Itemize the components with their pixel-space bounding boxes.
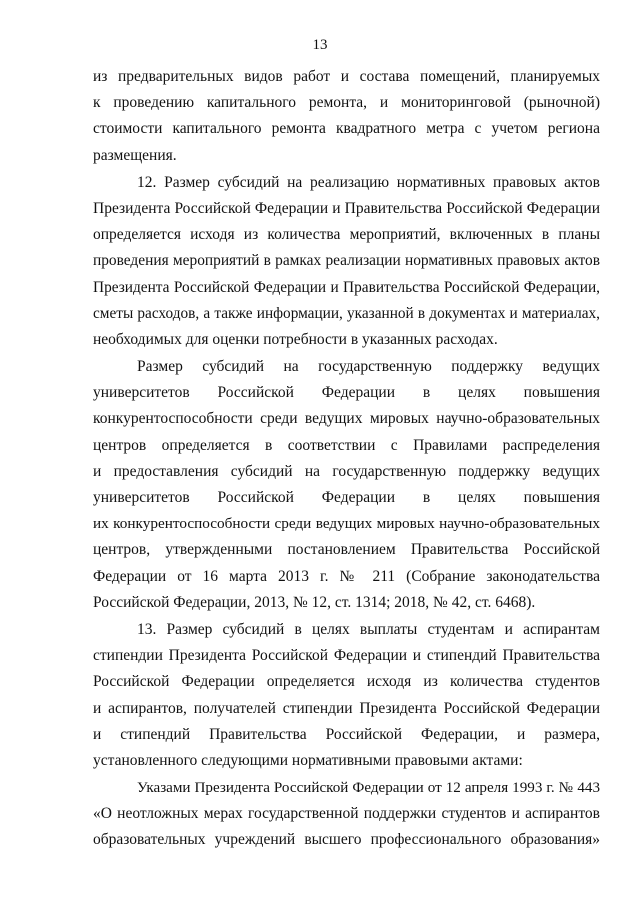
paragraph-12 [93,170,600,353]
paragraph-universities [93,354,600,616]
text-line: стипендии Президента Российской Федерации и стипендий Правительства [93,647,600,665]
text-line: их конкурентоспособности среди ведущих мировых научно-образовательных [93,515,600,533]
text-line: Президента Российской Федерации и Правительства Российской Федерации [93,199,600,217]
text-line: образовательных учреждений высшего профессионального образования» [93,831,600,849]
text-line: определяется исходя из количества мероприятий, включенных в планы [93,226,600,244]
text-line: и предоставления субсидий на государственную поддержку ведущих [93,462,600,480]
text-line: центров определяется в соответствии с Правилами распределения [93,436,600,454]
text-line: конкурентоспособности среди ведущих мировых научно-образовательных [93,410,600,428]
text-line: стоимости капитального ремонта квадратного метра с учетом региона [93,120,600,138]
text-line: и аспирантов, получателей стипендии Президента Российской Федерации [93,699,600,717]
text-line: размещения. [93,146,177,164]
text-line: центров, утвержденными постановлением Правительства Российской [93,541,600,559]
paragraph-1 [93,64,600,169]
text-line: и стипендий Правительства Российской Федерации, и размера, [93,725,600,743]
paragraph-decrees [93,775,600,854]
text-line: университетов Российской Федерации в целях повышения [93,384,600,402]
text-line: сметы расходов, а также информации, указанной в документах и материалах, [93,304,600,322]
text-line: 13. Размер субсидий в целях выплаты студентам и аспирантам [137,620,600,638]
text-line: Федерации от 16 марта 2013 г. № 211 (Собрание законодательства [93,567,600,585]
text-line: к проведению капитального ремонта, и мониторинговой (рыночной) [93,94,600,112]
text-line: Российской Федерации определяется исходя из количества студентов [93,673,600,691]
text-line: проведения мероприятий в рамках реализации нормативных правовых актов [93,252,600,270]
paragraph-13 [93,617,600,774]
text-line: установленного следующими нормативными правовыми актами: [93,751,523,769]
text-line: 12. Размер субсидий на реализацию нормативных правовых актов [137,173,600,191]
page-number: 13 [312,37,328,53]
text-line: необходимых для оценки потребности в указанных расходах. [93,330,498,348]
text-line: университетов Российской Федерации в целях повышения [93,489,600,506]
text-line: Размер субсидий на государственную поддержку ведущих [137,358,600,376]
document-body [93,64,600,854]
text-line: Президента Российской Федерации и Правительства Российской Федерации, [93,278,600,296]
text-line: Указами Президента Российской Федерации от 12 апреля 1993 г. № 443 [137,780,600,797]
text-line: «О неотложных мерах государственной поддержки студентов и аспирантов [93,805,600,823]
text-line: из предварительных видов работ и состава помещений, планируемых [93,68,600,85]
text-line: Российской Федерации, 2013, № 12, ст. 1314; 2018, № 42, ст. 6468). [93,593,536,611]
